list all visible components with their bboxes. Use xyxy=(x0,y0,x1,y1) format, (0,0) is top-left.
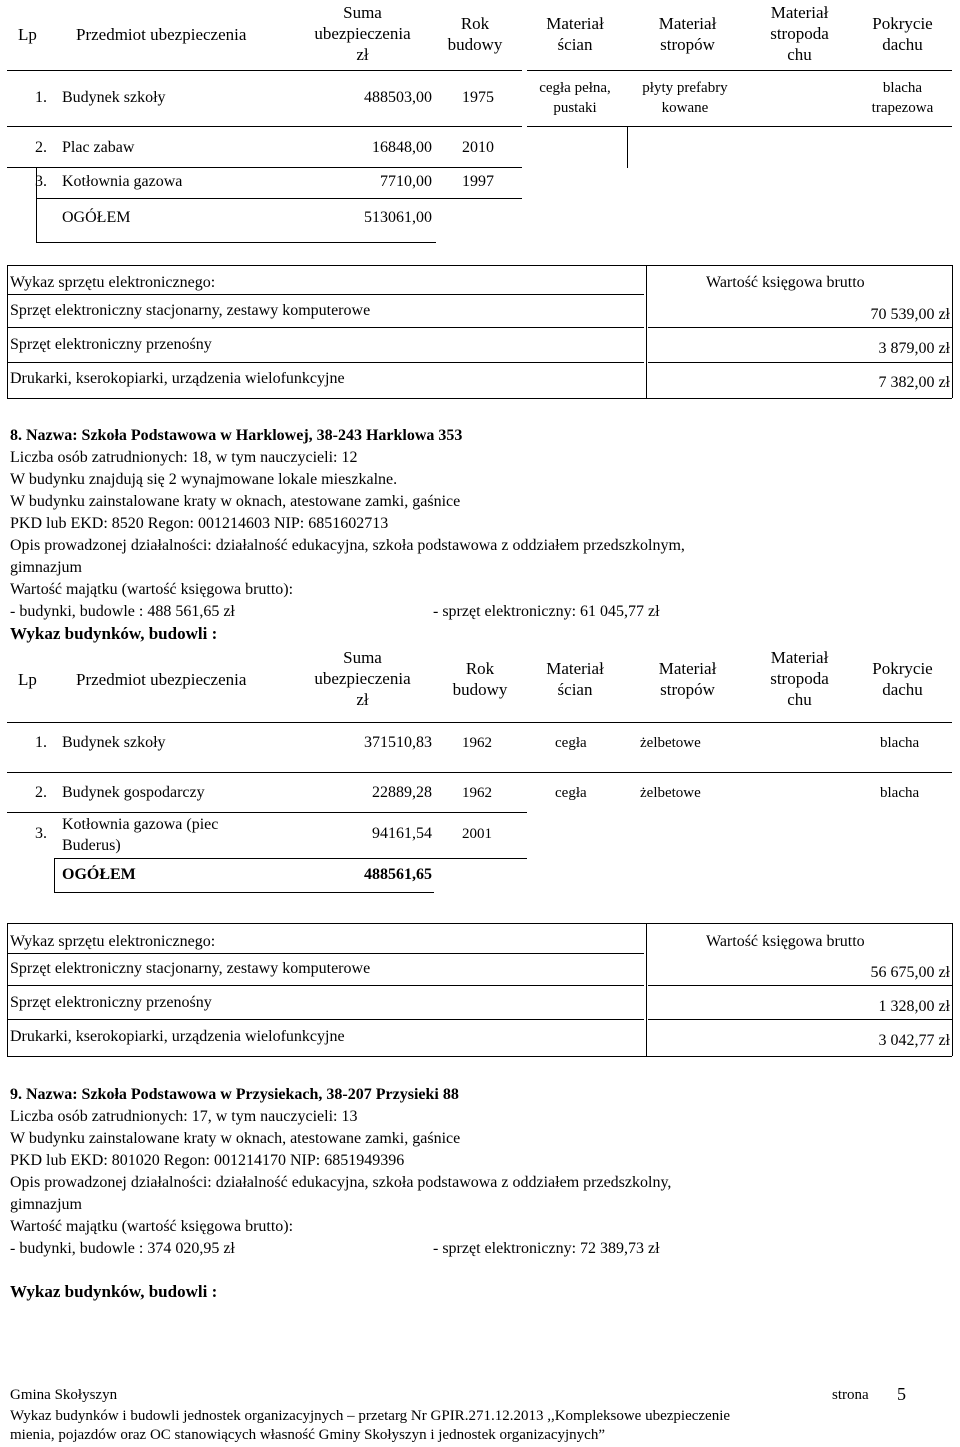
table2-row1-roof: blacha xyxy=(880,735,920,751)
equipment-divider xyxy=(7,362,644,363)
table1-row2-sum: 16848,00 xyxy=(372,139,432,156)
section8-title: 8. Nazwa: Szkoła Podstawowa w Harklowej, 38-243 Harklowa 353 xyxy=(10,427,463,444)
equipment-divider-right xyxy=(648,985,952,986)
equipment1-header: Wykaz sprzętu elektronicznego: xyxy=(10,274,216,291)
col-sum-header: Suma ubezpieczenia zł xyxy=(314,648,411,709)
col-ceilings-header: Materiał stropów xyxy=(658,14,717,54)
equipment1-right-border xyxy=(952,265,953,398)
equipment1-item1-label: Sprzęt elektroniczny stacjonarny, zestawy komputerowe xyxy=(10,302,371,319)
equipment-divider-right xyxy=(648,1019,952,1020)
table2-left-border xyxy=(54,858,55,892)
col-subject-header: Przedmiot ubezpieczenia xyxy=(76,25,247,44)
table2-row2-year: 1962 xyxy=(462,785,492,801)
footer-page-label: strona xyxy=(832,1387,869,1403)
table2-row-divider xyxy=(7,812,527,813)
table2-row3-lp: 3. xyxy=(35,825,47,842)
table2-header-divider xyxy=(7,722,952,723)
section8-premises: W budynku znajdują się 2 wynajmowane lokale mieszkalne. xyxy=(10,471,398,488)
col-roof-header: Pokrycie dachu xyxy=(872,14,933,54)
table1-total-label: OGÓŁEM xyxy=(62,209,131,226)
table1-bottom-border xyxy=(36,242,436,243)
table1-row1-ceilings: płyty prefabry kowane xyxy=(642,80,728,116)
equipment1-item3-label: Drukarki, kserokopiarki, urządzenia wielofunkcyjne xyxy=(10,370,345,387)
equipment2-bottom-border xyxy=(7,1056,952,1057)
footer-document-title: Wykaz budynków i budowli jednostek organizacyjnych – przetarg Nr GPIR.271.12.2013 ,,Kompleksowe ubezpieczenie xyxy=(10,1408,731,1424)
table1-row1-walls: cegła pełna, pustaki xyxy=(539,80,611,116)
table2-row2-walls: cegła xyxy=(555,785,587,801)
table2-row3-year: 2001 xyxy=(462,826,492,842)
table1-row1-lp: 1. xyxy=(35,89,47,106)
equipment2-item3-value: 3 042,77 zł xyxy=(878,1032,950,1049)
equipment-divider xyxy=(7,1019,644,1020)
table2-row2-sum: 22889,28 xyxy=(372,784,432,801)
section8-assets-electronics: - sprzęt elektroniczny: 61 045,77 zł xyxy=(433,603,660,620)
equipment2-item2-label: Sprzęt elektroniczny przenośny xyxy=(10,994,212,1011)
footer-document-title-cont: mienia, pojazdów oraz OC stanowiących własność Gminy Skołyszyn i jednostek organizacyjnych” xyxy=(10,1427,605,1443)
section9-assets-buildings: - budynki, budowle : 374 020,95 zł xyxy=(10,1240,235,1257)
equipment2-header: Wykaz sprzętu elektronicznego: xyxy=(10,933,216,950)
section9-employees: Liczba osób zatrudnionych: 17, w tym nauczycieli: 13 xyxy=(10,1108,358,1125)
col-lp-header: Lp xyxy=(18,670,37,689)
table2-row3-sum: 94161,54 xyxy=(372,825,432,842)
table1-row2-lp: 2. xyxy=(35,139,47,156)
table2-row1-lp: 1. xyxy=(35,734,47,751)
section9-activity-cont: gimnazjum xyxy=(10,1196,82,1213)
section9-security: W budynku zainstalowane kraty w oknach, atestowane zamki, gaśnice xyxy=(10,1130,461,1147)
section9-assets-electronics: - sprzęt elektroniczny: 72 389,73 zł xyxy=(433,1240,660,1257)
equipment-divider xyxy=(7,953,644,954)
equipment1-value-header: Wartość księgowa brutto xyxy=(706,274,865,291)
table1-row1-roof: blacha trapezowa xyxy=(871,80,934,116)
col-year-header: Rok budowy xyxy=(452,659,508,699)
col-roof-header: Pokrycie dachu xyxy=(872,659,933,699)
table1-vertical-divider xyxy=(627,126,628,168)
table2-row1-walls: cegła xyxy=(555,735,587,751)
equipment2-value-header: Wartość księgowa brutto xyxy=(706,933,865,950)
table2-row2-ceilings: żelbetowe xyxy=(640,785,701,801)
section8-activity: Opis prowadzonej działalności: działalność edukacyjna, szkoła podstawowa z oddziałem przedszkolnym, xyxy=(10,537,685,554)
equipment1-mid-border xyxy=(646,265,647,398)
section9-buildings-header: Wykaz budynków, budowli : xyxy=(10,1282,218,1301)
table1-header-divider xyxy=(7,70,522,71)
section8-security: W budynku zainstalowane kraty w oknach, atestowane zamki, gaśnice xyxy=(10,493,461,510)
equipment-divider xyxy=(7,985,644,986)
equipment-divider-right xyxy=(648,327,952,328)
equipment-divider xyxy=(7,327,644,328)
col-walls-header: Materiał ścian xyxy=(546,14,604,54)
table1-row-divider-walls xyxy=(527,126,627,127)
equipment2-item2-value: 1 328,00 zł xyxy=(878,998,950,1015)
footer-page-number: 5 xyxy=(897,1384,906,1404)
equipment1-left-border xyxy=(7,265,8,398)
equipment2-top-border xyxy=(7,923,952,924)
section8-activity-cont: gimnazjum xyxy=(10,559,82,576)
col-lp-header: Lp xyxy=(18,25,37,44)
table2-total-label: OGÓŁEM xyxy=(62,866,136,883)
equipment1-item1-value: 70 539,00 zł xyxy=(870,306,950,323)
table2-row3-name: Kotłownia gazowa (piec Buderus) xyxy=(62,816,219,854)
table1-row-divider-right xyxy=(627,126,952,127)
table1-header-divider-right xyxy=(527,70,952,71)
col-sum-header: Suma ubezpieczenia zł xyxy=(314,3,411,64)
table2-row1-sum: 371510,83 xyxy=(364,734,432,751)
table1-row3-lp: 3. xyxy=(35,173,47,190)
col-walls-header: Materiał ścian xyxy=(546,659,604,699)
equipment1-item2-label: Sprzęt elektroniczny przenośny xyxy=(10,336,212,353)
table2-row2-name: Budynek gospodarczy xyxy=(62,784,205,801)
equipment2-item1-value: 56 675,00 zł xyxy=(870,964,950,981)
section8-pkd: PKD lub EKD: 8520 Regon: 001214603 NIP: 6851602713 xyxy=(10,515,389,532)
section8-employees: Liczba osób zatrudnionych: 18, w tym nauczycieli: 12 xyxy=(10,449,358,466)
table1-total-value: 513061,00 xyxy=(364,209,432,226)
table1-row3-sum: 7710,00 xyxy=(380,173,432,190)
section9-title: 9. Nazwa: Szkoła Podstawowa w Przysiekach, 38-207 Przysieki 88 xyxy=(10,1086,459,1103)
col-year-header: Rok budowy xyxy=(447,14,503,54)
equipment2-left-border xyxy=(7,923,8,1056)
table1-row1-name: Budynek szkoły xyxy=(62,89,166,106)
col-ceilings-header: Materiał stropów xyxy=(658,659,717,699)
section9-activity: Opis prowadzonej działalności: działalność edukacyjna, szkoła podstawowa z oddziałem przedszkolny, xyxy=(10,1174,672,1191)
table1-row-divider xyxy=(7,126,522,127)
equipment1-bottom-border xyxy=(7,398,952,399)
col-floor-header: Materiał stropoda chu xyxy=(770,648,829,709)
col-floor-header: Materiał stropoda chu xyxy=(770,3,829,64)
equipment2-item3-label: Drukarki, kserokopiarki, urządzenia wielofunkcyjne xyxy=(10,1028,345,1045)
equipment2-mid-border xyxy=(646,923,647,1056)
equipment1-item2-value: 3 879,00 zł xyxy=(878,340,950,357)
table1-row-divider xyxy=(7,167,522,168)
equipment1-top-border xyxy=(7,265,952,266)
table1-row3-name: Kotłownia gazowa xyxy=(62,173,183,190)
equipment2-item1-label: Sprzęt elektroniczny stacjonarny, zestawy komputerowe xyxy=(10,960,371,977)
table2-row2-lp: 2. xyxy=(35,784,47,801)
table2-bottom-border xyxy=(54,892,434,893)
table2-total-value: 488561,65 xyxy=(364,866,432,883)
equipment-divider xyxy=(7,294,644,295)
table2-row-divider xyxy=(7,772,952,773)
equipment-divider-right xyxy=(648,362,952,363)
section9-pkd: PKD lub EKD: 801020 Regon: 001214170 NIP: 6851949396 xyxy=(10,1152,405,1169)
table1-row1-sum: 488503,00 xyxy=(364,89,432,106)
table1-row2-year: 2010 xyxy=(462,139,494,156)
table2-row-divider xyxy=(54,858,527,859)
table1-row2-name: Plac zabaw xyxy=(62,139,135,156)
footer-municipality: Gmina Skołyszyn xyxy=(10,1387,118,1403)
table2-row2-roof: blacha xyxy=(880,785,920,801)
section8-assets-label: Wartość majątku (wartość księgowa brutto): xyxy=(10,581,294,598)
table1-row-divider xyxy=(36,198,522,199)
table2-row1-ceilings: żelbetowe xyxy=(640,735,701,751)
table2-row1-year: 1962 xyxy=(462,735,492,751)
table1-row3-year: 1997 xyxy=(462,173,494,190)
section8-buildings-header: Wykaz budynków, budowli : xyxy=(10,624,218,643)
col-subject-header: Przedmiot ubezpieczenia xyxy=(76,670,247,689)
table1-row1-year: 1975 xyxy=(462,89,494,106)
section8-assets-buildings: - budynki, budowle : 488 561,65 zł xyxy=(10,603,235,620)
equipment2-right-border xyxy=(952,923,953,1056)
section9-assets-label: Wartość majątku (wartość księgowa brutto): xyxy=(10,1218,294,1235)
table2-row1-name: Budynek szkoły xyxy=(62,734,166,751)
equipment1-item3-value: 7 382,00 zł xyxy=(878,374,950,391)
